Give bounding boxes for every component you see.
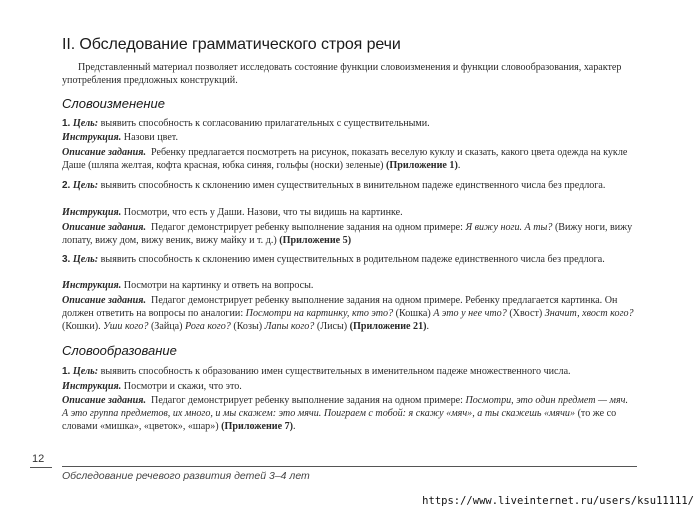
period: . — [457, 160, 461, 172]
question-5: Рога кого? — [185, 321, 231, 333]
answer-3: (Кошки). — [62, 321, 101, 333]
rest-text: (то же со словами «мишка», «цветок», «шар») — [62, 408, 617, 433]
task-text: Педагог демонстрирует ребенку выполнение задания на одном примере: — [151, 395, 463, 406]
question-3: Значит, хвост кого? — [544, 308, 634, 320]
task-label: Описание задания. — [62, 295, 146, 306]
question-4: Уши кого? — [103, 321, 149, 333]
goal-text: выявить способность к склонению имен существительных в винительном падеже единственного числа без предлога. — [100, 180, 606, 191]
task-label: Описание задания. — [62, 395, 146, 406]
appendix-ref: (Приложение 1) — [386, 160, 458, 172]
goal-text: выявить способность к согласованию прилагательных с существительными. — [100, 118, 430, 129]
goal-text: выявить способность к склонению имен существительных в родительном падеже единственного числа без предлога. — [100, 254, 605, 265]
task-label: Описание задания. — [62, 147, 146, 158]
answer-4: (Зайца) — [150, 321, 183, 333]
watermark-url: https://www.liveinternet.ru/users/ksu11111/ — [422, 495, 694, 507]
task-1-instruction — [62, 131, 636, 144]
task-number: 1. — [62, 118, 71, 129]
instruction-text: Посмотри на картинку и ответь на вопросы. — [123, 280, 314, 291]
task-3-instruction — [62, 279, 636, 292]
period: . — [426, 321, 430, 333]
derivation-task-description — [62, 394, 636, 434]
page-number: 12 — [32, 453, 45, 465]
task-text: Педагог демонстрирует ребенку выполнение задания на одном примере: — [151, 222, 463, 233]
task-number: 1. — [62, 366, 71, 377]
instruction-label: Инструкция. — [62, 132, 122, 143]
section-intro: Представленный материал позволяет исследовать состояние функции словоизменения и функции словообразования, характер употребления предложных конструкций. — [62, 62, 622, 86]
example-text: Посмотри, это один предмет — мяч. А это группа предметов, их много, и мы скажем: это мячи. Поиграем с тобой: я скажу «мяч», а ты скажешь «мячи» — [62, 395, 628, 420]
answer-6: (Лисы) — [316, 321, 348, 333]
heading-inflection: Словоизменение — [62, 96, 165, 111]
task-3-goal — [62, 253, 636, 266]
heading-derivation: Словообразование — [62, 343, 177, 358]
goal-text: выявить способность к образованию имен существительных в именительном падеже множественного числа. — [100, 366, 571, 377]
footer-rule-left — [30, 467, 52, 468]
task-3-description — [62, 294, 636, 334]
task-1-goal — [62, 117, 636, 130]
answer-1: (Кошка) — [395, 308, 431, 320]
task-1-description — [62, 146, 636, 172]
task-2-goal — [62, 179, 636, 192]
appendix-ref: (Приложение 7) — [221, 421, 293, 433]
footer-rule — [62, 466, 637, 467]
goal-label: Цель: — [72, 118, 99, 129]
answer-2: (Хвост) — [509, 308, 543, 320]
task-text: Ребенку предлагается посмотреть на рисунок, показать веселую куклу и сказать, какого цвета одежда на кукле Даше (шляпа желтая, кофта красная, юбка синяя, гольфы (носки) зеленые) — [62, 147, 628, 172]
answer-text: (Вижу ноги, вижу лопату, вижу дом, вижу веник, вижу майку и т. д.) — [62, 222, 633, 247]
task-number: 2. — [62, 180, 71, 191]
question-2: А это у нее что? — [433, 308, 507, 320]
appendix-ref: (Приложение 5) — [279, 235, 352, 247]
goal-label: Цель: — [72, 366, 99, 377]
question-1: Посмотри на картинку, кто это? — [245, 308, 394, 320]
example-text: Я вижу ноги. А ты? — [465, 222, 553, 233]
task-2-description — [62, 221, 636, 247]
instruction-text: Посмотри, что есть у Даши. Назови, что ты видишь на картинке. — [123, 207, 403, 218]
goal-label: Цель: — [72, 254, 99, 265]
task-2-instruction — [62, 206, 636, 219]
answer-5: (Козы) — [233, 321, 263, 333]
instruction-label: Инструкция. — [62, 280, 122, 291]
instruction-label: Инструкция. — [62, 381, 122, 392]
instruction-label: Инструкция. — [62, 207, 122, 218]
task-label: Описание задания. — [62, 222, 146, 233]
question-6: Лапы кого? — [264, 321, 315, 333]
appendix-ref: (Приложение 21) — [349, 321, 427, 333]
instruction-text: Назови цвет. — [123, 132, 178, 143]
instruction-text: Посмотри и скажи, что это. — [123, 381, 242, 392]
running-footer: Обследование речевого развития детей 3–4 лет — [62, 470, 310, 482]
period: . — [292, 421, 296, 433]
task-number: 3. — [62, 254, 71, 265]
section-title: II. Обследование грамматического строя речи — [62, 36, 401, 53]
goal-label: Цель: — [72, 180, 99, 191]
derivation-task-goal — [62, 365, 636, 378]
task-text: Педагог демонстрирует ребенку выполнение задания на одном примере. Ребенку предлагается картинка. Он должен ответить на вопросы по аналогии: — [62, 295, 618, 320]
derivation-task-instruction — [62, 380, 636, 393]
